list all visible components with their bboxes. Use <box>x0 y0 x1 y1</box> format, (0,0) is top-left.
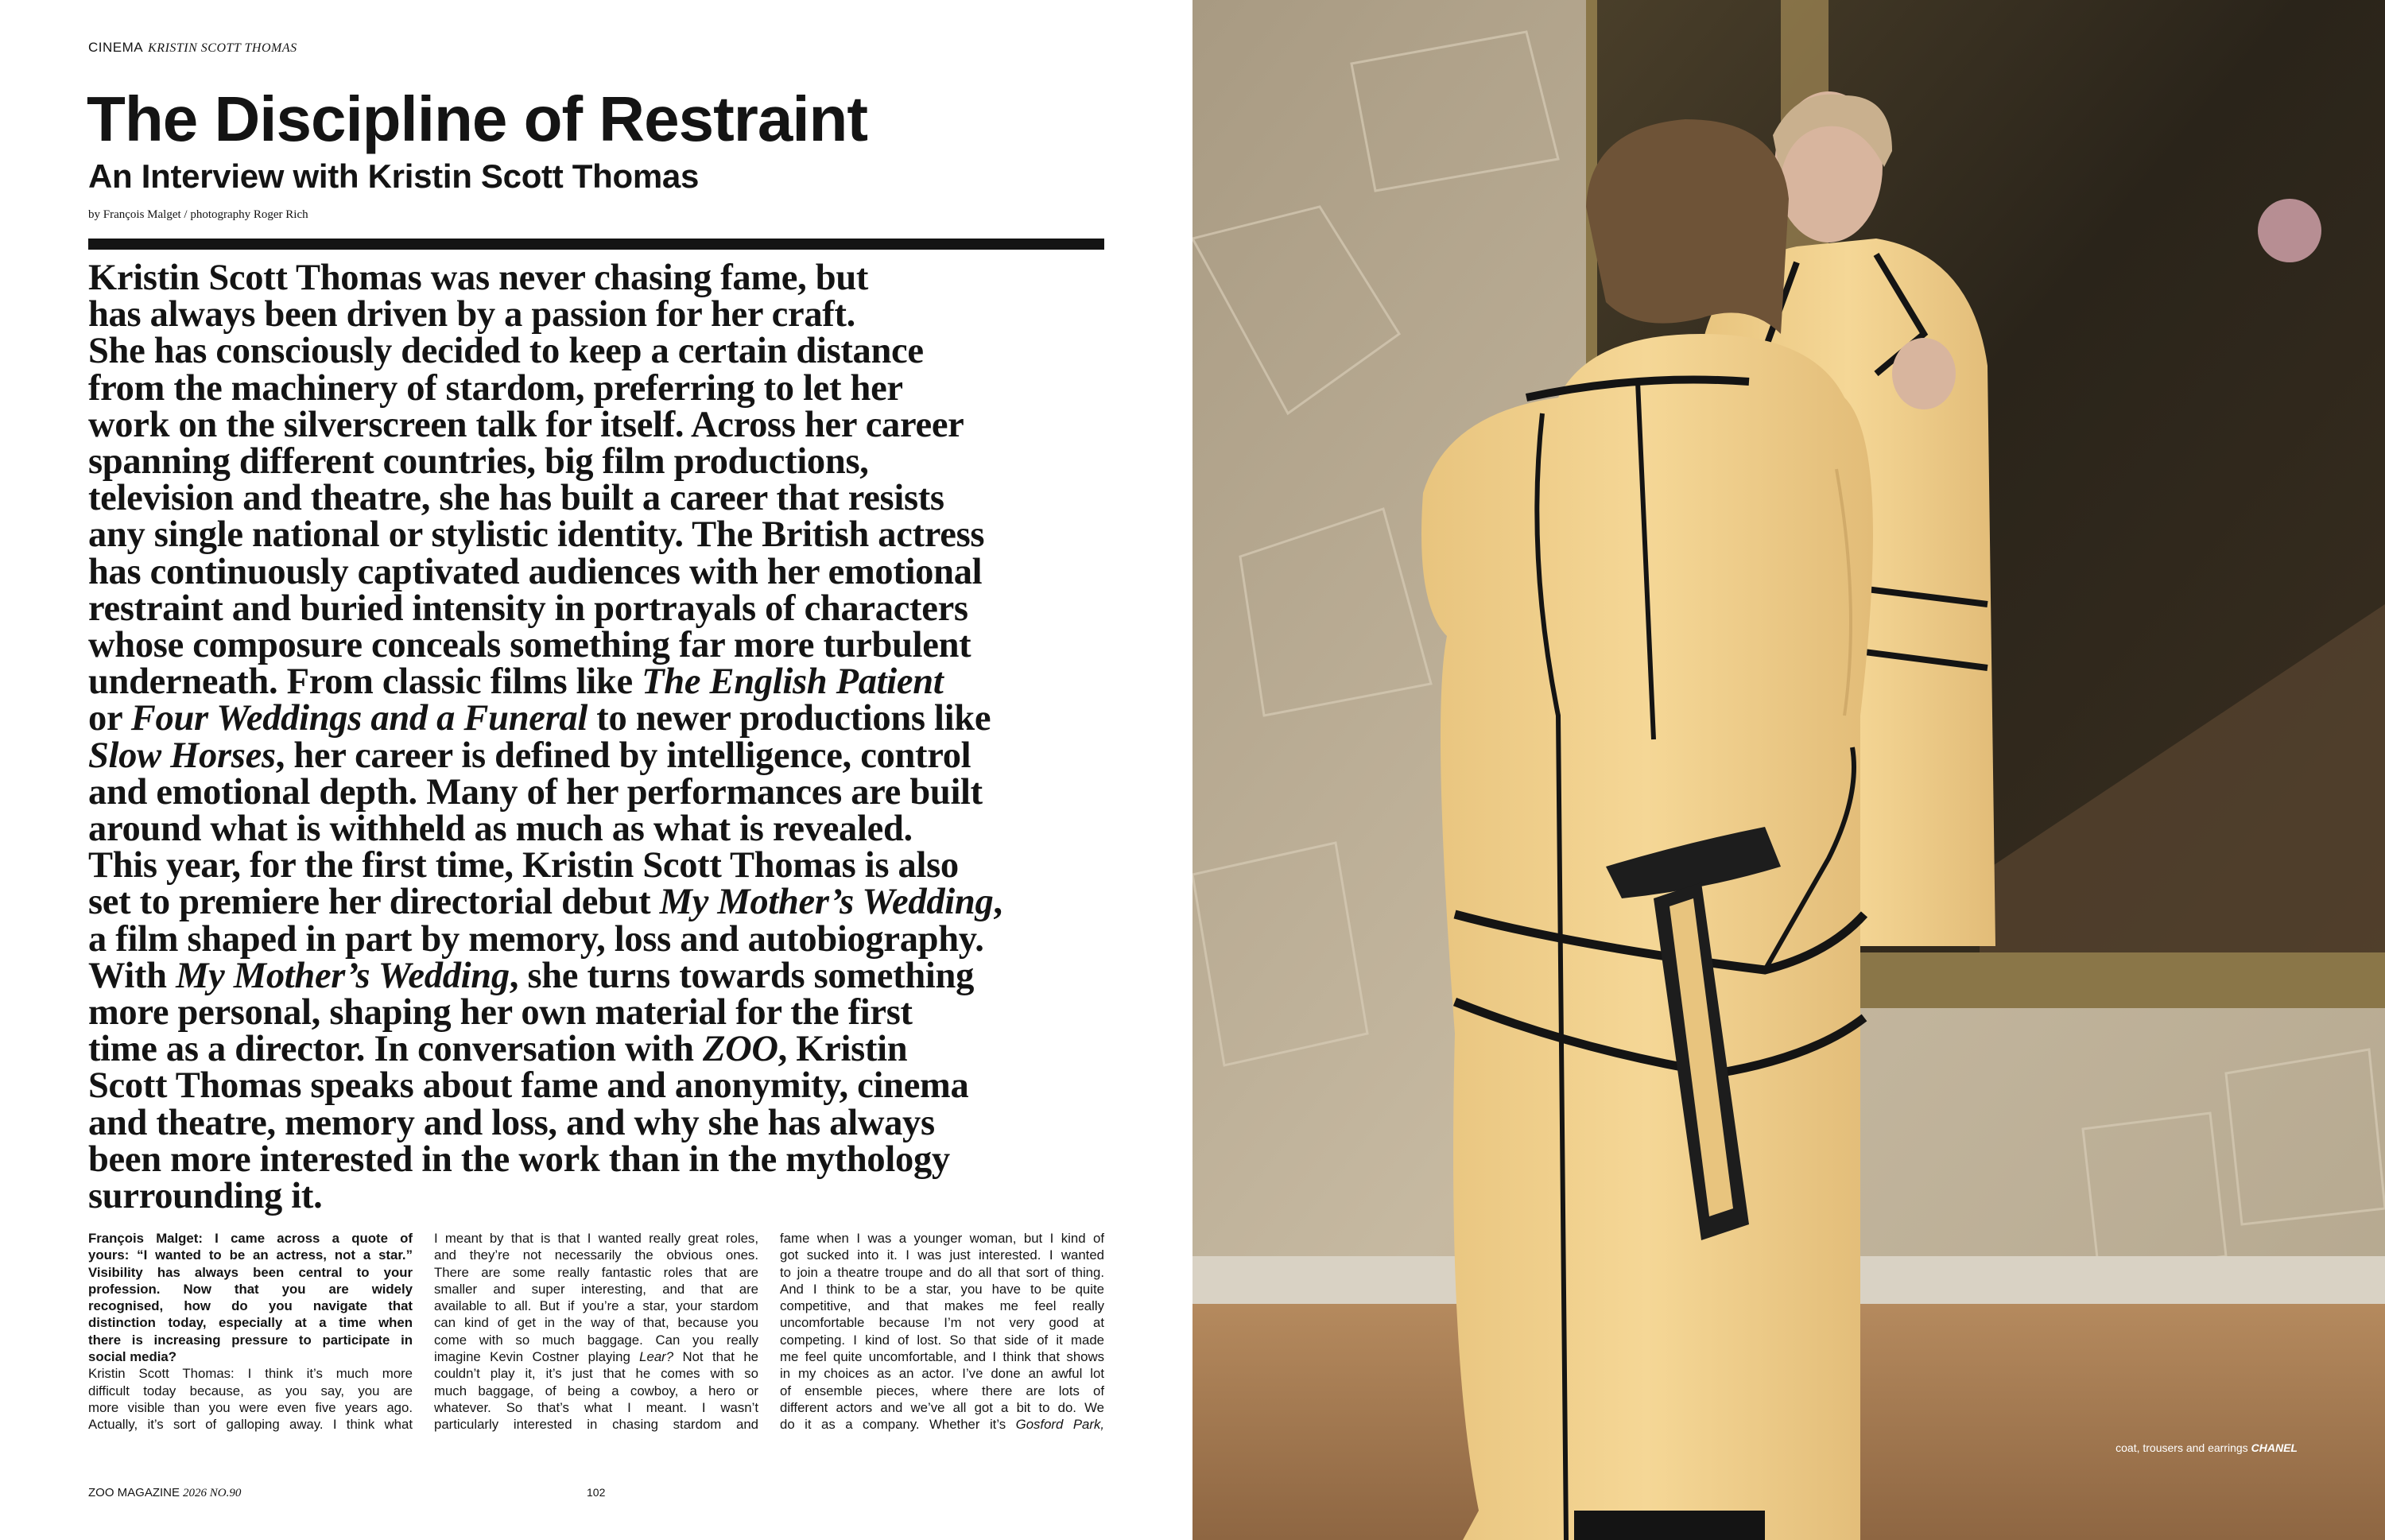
body-line: me feel quite uncomfortable, and I think that shows <box>780 1349 1104 1365</box>
body-line: available to all. But if you’re a star, your stardom <box>434 1298 758 1314</box>
body-line: fame when I was a younger woman, but I kind of <box>780 1231 1104 1246</box>
body-line: to join a theatre troupe and do all that sort of thing. <box>780 1264 1104 1280</box>
body-line: of ensemble pieces, where there are lots of <box>780 1383 1104 1398</box>
section-kicker <box>88 40 297 56</box>
lede-line: television and theatre, she has built a career that resists <box>88 478 944 519</box>
body-line: competitive, and that makes me feel really <box>780 1298 1104 1314</box>
lede-line: She has consciously decided to keep a certain distance <box>88 331 924 372</box>
lede-line: has always been driven by a passion for her craft. <box>88 294 855 336</box>
page-footer <box>88 1486 241 1500</box>
interview-column-1 <box>88 1230 413 1433</box>
body-line: particularly interested in chasing stardom and <box>434 1417 758 1433</box>
lede-text: , Kristin <box>778 1029 908 1070</box>
question-line: profession. Now that you are widely <box>88 1281 413 1297</box>
question-line: yours: “I wanted to be an actress, not a star.” <box>88 1247 413 1263</box>
lede-line: and emotional depth. Many of her performances are built <box>88 771 983 813</box>
body-line: There are some really fantastic roles that are <box>434 1264 758 1280</box>
interview-column-2 <box>434 1230 758 1433</box>
caption-text: coat, trousers and earrings <box>2115 1441 2248 1454</box>
lede-text: , she turns towards something <box>509 955 975 996</box>
page-number: 102 <box>587 1486 606 1499</box>
lede-line <box>88 661 1122 703</box>
film-title: Gosford Park, <box>1015 1417 1105 1433</box>
answer-line: difficult today because, as you say, you are <box>88 1383 413 1398</box>
section-name: KRISTIN SCOTT THOMAS <box>148 41 297 55</box>
series-title: Slow Horses <box>88 735 276 776</box>
lede-line: spanning different countries, big film productions, <box>88 441 869 483</box>
lede-line: and theatre, memory and loss, and why she has always <box>88 1102 935 1143</box>
question-line: social media? <box>88 1349 176 1365</box>
body-line: couldn’t play it, it’s just that he comes with so <box>434 1366 758 1382</box>
lede-line: any single national or stylistic identity. The British actress <box>88 514 985 556</box>
lede-text: to newer productions like <box>587 698 991 739</box>
caption-brand: CHANEL <box>2251 1441 2298 1454</box>
body-text: do it as a company. Whether it’s <box>780 1417 1016 1433</box>
section-label: CINEMA <box>88 40 144 55</box>
hair <box>1586 119 1789 334</box>
lede-line: a film shaped in part by memory, loss and autobiography. <box>88 918 984 960</box>
photo-illustration <box>1192 0 2385 1540</box>
body-line: can kind of get in the way of that, because you <box>434 1315 758 1331</box>
answer-line: more visible than you were even five years ago. <box>88 1399 413 1415</box>
lede-line <box>88 884 1122 921</box>
lede-line: around what is withheld as much as what is revealed. <box>88 809 913 850</box>
question-line: Visibility has always been central to your <box>88 1264 413 1280</box>
lede-line: restraint and buried intensity in portrayals of characters <box>88 588 968 629</box>
lede-line: from the machinery of stardom, preferring to let her <box>88 367 903 409</box>
article-subtitle: An Interview with Kristin Scott Thomas <box>88 157 700 195</box>
film-title: The English Patient <box>642 661 944 703</box>
lede-line <box>88 955 1122 996</box>
question-line: recognised, how do you navigate that <box>88 1298 413 1314</box>
lede-text: set to premiere her directorial debut <box>88 882 660 923</box>
question-line: François Malget: I came across a quote of <box>88 1231 413 1246</box>
body-line: And I think to be a star, you have to be quite <box>780 1281 1104 1297</box>
article-title: The Discipline of Restraint <box>87 83 868 154</box>
lede-line: been more interested in the work than in the mythology <box>88 1139 950 1180</box>
lede-line: has continuously captivated audiences with her emotional <box>88 551 983 592</box>
yellow-coat <box>1421 334 1873 1540</box>
body-text: Not that he <box>673 1349 758 1365</box>
play-title: Lear? <box>639 1349 674 1365</box>
question-line: there is increasing pressure to participate in <box>88 1332 413 1348</box>
answer-line: Actually, it’s sort of galloping away. I think what <box>88 1417 413 1433</box>
lede-line: whose composure conceals something far more turbulent <box>88 625 971 666</box>
lede-line: surrounding it. <box>88 1176 323 1217</box>
question-line: distinction today, especially at a time when <box>88 1315 413 1331</box>
body-line <box>780 1416 1104 1433</box>
body-line: and they’re not necessarily the obvious ones. <box>434 1247 758 1263</box>
lede-text: time as a director. In conversation with <box>88 1029 703 1070</box>
lede-text: or <box>88 698 131 739</box>
magazine-name: ZOO <box>702 1029 778 1070</box>
issue-number: 2026 NO.90 <box>183 1487 242 1499</box>
body-line: smaller and super interesting, and that are <box>434 1281 758 1297</box>
lede-line <box>88 1031 1122 1068</box>
lede-text: , her career is defined by intelligence, control <box>275 735 971 776</box>
body-line: competing. I kind of lost. So that side of it made <box>780 1332 1104 1348</box>
body-text: imagine Kevin Costner playing <box>434 1349 640 1365</box>
lede-line: Kristin Scott Thomas was never chasing fame, but <box>88 258 869 298</box>
film-title: My Mother’s Wedding <box>659 882 994 923</box>
lede-text: , <box>993 882 1002 923</box>
lede-text: underneath. From classic films like <box>88 661 642 703</box>
body-line: in my choices as an actor. I’ve done an awful lot <box>780 1366 1104 1382</box>
byline: by François Malget / photography Roger Rich <box>88 208 308 221</box>
body-line: uncomfortable because I’m not very good at <box>780 1315 1104 1331</box>
body-line: I meant by that is that I wanted really great roles, <box>434 1231 758 1246</box>
lede-text: With <box>88 955 176 996</box>
body-line: whatever. So that’s what I meant. I wasn’t <box>434 1399 758 1415</box>
lede-line <box>88 735 1122 776</box>
lede-line <box>88 700 1122 737</box>
body-line: got sucked into it. I was just interested. I wanted <box>780 1247 1104 1263</box>
body-line: much baggage, of being a cowboy, a hero or <box>434 1383 758 1398</box>
answer-line: Kristin Scott Thomas: I think it’s much more <box>88 1366 413 1382</box>
magazine-name: ZOO MAGAZINE <box>88 1486 180 1499</box>
lede-line: work on the silverscreen talk for itself. Across her career <box>88 404 964 445</box>
film-title: My Mother’s Wedding <box>176 955 510 996</box>
photo-caption <box>2115 1441 2298 1454</box>
lede-line: more personal, shaping her own material for the first <box>88 992 913 1034</box>
reflected-flowers <box>2258 199 2321 262</box>
body-line: different actors and we’ve all got a bit to do. We <box>780 1399 1104 1415</box>
interview-column-3 <box>780 1230 1104 1433</box>
film-title: Four Weddings and a Funeral <box>130 698 588 739</box>
article-page <box>0 0 1192 1540</box>
portrait-photo <box>1192 0 2385 1540</box>
lede-line: Scott Thomas speaks about fame and anonymity, cinema <box>88 1065 969 1107</box>
body-line <box>434 1348 758 1365</box>
body-line: come with so much baggage. Can you really <box>434 1332 758 1348</box>
lede-line: This year, for the first time, Kristin Scott Thomas is also <box>88 845 959 886</box>
title-rule <box>88 239 1104 250</box>
trousers <box>1574 1511 1765 1540</box>
lede-paragraph <box>88 260 1122 1215</box>
